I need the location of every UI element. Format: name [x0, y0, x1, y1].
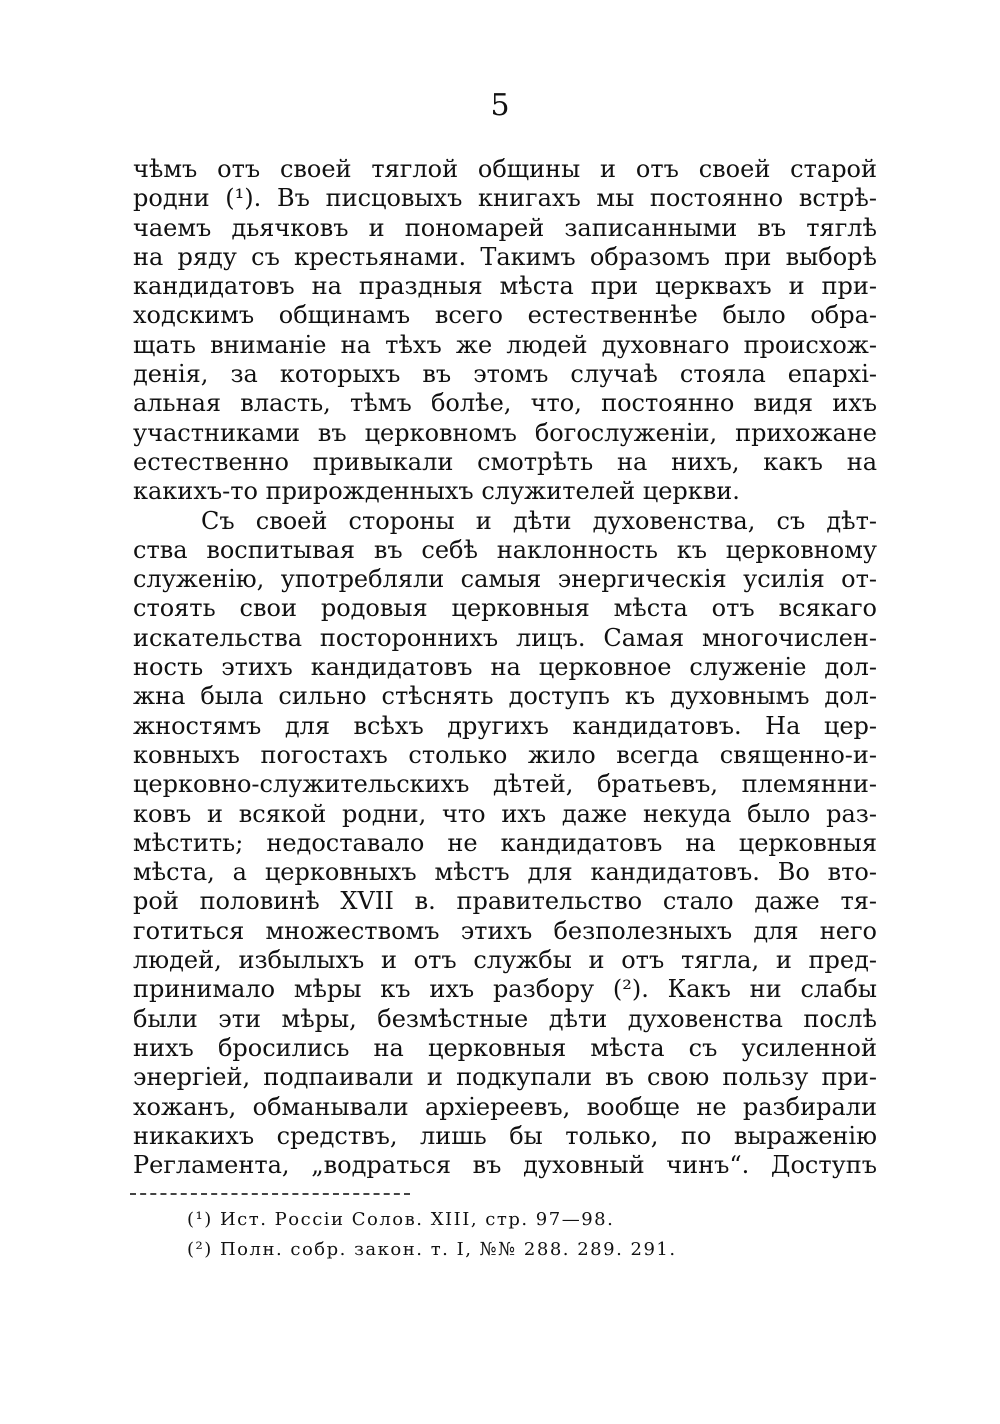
footnotes [187, 1205, 877, 1265]
text-line: на ряду съ крестьянами. Такимъ образомъ при выборѣ [133, 242, 877, 271]
text-line: людей, избылыхъ и отъ службы и отъ тягла, и пред- [133, 946, 877, 975]
text-line: кандидатовъ на праздныя мѣста при церквахъ и при- [133, 272, 877, 301]
text-line: денія, за которыхъ въ этомъ случаѣ стояла епархі- [133, 360, 877, 389]
page-number: 5 [490, 88, 510, 123]
text-line: ность этихъ кандидатовъ на церковное служеніе дол- [133, 653, 877, 682]
text-line: рой половинѣ XVII в. правительство стало даже тя- [133, 887, 877, 916]
text-line: какихъ-то прирожденныхъ служителей церкви. [133, 477, 740, 506]
text-line: были эти мѣры, безмѣстные дѣти духовенства послѣ [133, 1004, 877, 1033]
text-line: мѣста, а церковныхъ мѣстъ для кандидатовъ. Во вто- [133, 858, 877, 887]
text-line: щать вниманіе на тѣхъ же людей духовнаго происхож- [133, 330, 877, 359]
body-text [133, 155, 877, 1180]
text-line: Съ своей стороны и дѣти духовенства, съ дѣт- [201, 506, 877, 535]
paragraph [133, 507, 877, 1181]
text-line: альная власть, тѣмъ болѣе, что, постоянно видя ихъ [133, 389, 877, 418]
text-line: чѣмъ отъ своей тяглой общины и отъ своей старой [133, 155, 877, 183]
text-line: энергіей, подпаивали и подкупали въ свою пользу при- [133, 1063, 877, 1092]
paragraph [133, 155, 877, 507]
text-line: участниками въ церковномъ богослуженіи, прихожане [133, 418, 877, 447]
text-line: стоять свои родовыя церковныя мѣста отъ всякаго [133, 594, 877, 623]
text-line: ства воспитывая въ себѣ наклонность къ церковному [133, 535, 877, 564]
footnote-2: (²) Полн. собр. закон. т. I, №№ 288. 289. 291. [187, 1239, 677, 1260]
text-line: чаемъ дьячковъ и пономарей записанными въ тяглѣ [133, 213, 877, 242]
text-line: ходскимъ общинамъ всего естественнѣе было обра- [133, 301, 877, 330]
text-line: служенію, употребляли самыя энергическія усилія от- [133, 565, 877, 594]
text-line: Регламента, „водраться въ духовный чинъ“. Доступъ [133, 1151, 877, 1180]
text-line: хожанъ, обманывали архіереевъ, вообще не разбирали [133, 1092, 877, 1121]
text-line: ковъ и всякой родни, что ихъ даже некуда было раз- [133, 799, 877, 828]
text-line: никакихъ средствъ, лишь бы только, по выраженію [133, 1121, 877, 1150]
text-line: родни (¹). Въ писцовыхъ книгахъ мы постоянно встрѣ- [133, 184, 877, 213]
text-line: искательства постороннихъ лицъ. Самая многочислен- [133, 623, 877, 652]
footnote-divider [130, 1193, 410, 1195]
text-line: нихъ бросились на церковныя мѣста съ усиленной [133, 1033, 877, 1062]
text-line: мѣстить; недоставало не кандидатовъ на церковныя [133, 828, 877, 857]
text-line: естественно привыкали смотрѣть на нихъ, какъ на [133, 447, 877, 476]
footnote-1: (¹) Ист. Россіи Солов. XIII, стр. 97—98. [187, 1209, 615, 1230]
text-line: готиться множествомъ этихъ безполезныхъ для него [133, 916, 877, 945]
text-line: принимало мѣры къ ихъ разбору (²). Какъ ни слабы [133, 975, 877, 1004]
text-line: церковно-служительскихъ дѣтей, братьевъ, племянни- [133, 770, 877, 799]
text-line: жна была сильно стѣснять доступъ къ духовнымъ дол- [133, 682, 877, 711]
text-line: жностямъ для всѣхъ другихъ кандидатовъ. На цер- [133, 711, 877, 740]
text-line: ковныхъ погостахъ столько жило всегда священно-и- [133, 740, 877, 769]
